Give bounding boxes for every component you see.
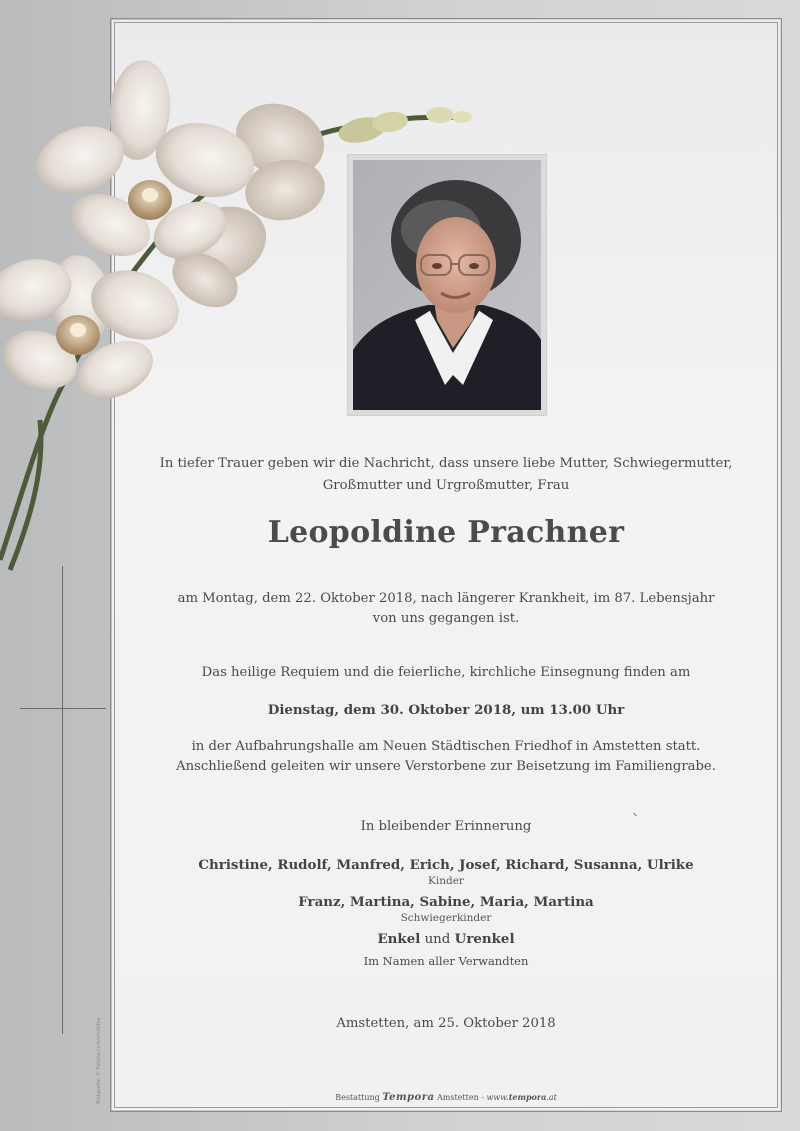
web-suffix: .at — [546, 1093, 557, 1102]
relatives-line: Im Namen aller Verwandten — [363, 954, 529, 968]
ceremony-date: Dienstag, dem 30. Oktober 2018, um 13.00 Uhr — [267, 702, 625, 718]
footer-website[interactable] — [487, 1093, 557, 1102]
image-credit: Bildquelle: © Fotolia.com/orchidee — [96, 1017, 102, 1104]
footer-prefix: Bestattung — [335, 1093, 380, 1102]
place-line-2: Anschließend geleiten wir unsere Verstorbene zur Beisetzung im Familiengrabe. — [176, 759, 716, 774]
requiem-text: Das heilige Requiem und die feierliche, kirchliche Einsegnung finden am — [201, 665, 691, 680]
footer — [112, 1092, 780, 1103]
portrait-photo — [347, 154, 547, 416]
deceased-name: Leopoldine Prachner — [267, 515, 625, 550]
web-brand: tempora — [508, 1092, 547, 1102]
great-grandchildren: Urenkel — [454, 931, 515, 947]
footer-brand-logo: Tempora — [382, 1092, 435, 1103]
death-line-1: am Montag, dem 22. Oktober 2018, nach längerer Krankheit, im 87. Lebensjahr — [177, 591, 715, 606]
web-prefix: www. — [486, 1093, 509, 1102]
cross-bar — [20, 708, 106, 709]
children-names: Christine, Rudolf, Manfred, Erich, Josef, Richard, Susanna, Ulrike — [198, 857, 694, 873]
children-label: Kinder — [428, 875, 464, 887]
inlaws-names: Franz, Martina, Sabine, Maria, Martina — [298, 894, 594, 910]
cross-icon — [62, 566, 63, 1034]
intro-line-2: Großmutter und Urgroßmutter, Frau — [322, 478, 570, 493]
place-line-1: in der Aufbahrungshalle am Neuen Städtischen Friedhof in Amstetten statt. — [191, 739, 701, 754]
intro-text — [112, 453, 780, 497]
grand-and: und — [424, 932, 451, 947]
death-notice — [112, 589, 780, 629]
memory-heading: In bleibender Erinnerung — [360, 819, 532, 834]
footer-city: Amstetten - — [437, 1093, 484, 1102]
place-date: Amstetten, am 25. Oktober 2018 — [336, 1016, 556, 1031]
grandchildren-line — [112, 931, 780, 947]
death-line-2: von uns gegangen ist. — [372, 611, 520, 626]
inlaws-label: Schwiegerkinder — [400, 912, 492, 924]
portrait-image — [353, 160, 541, 410]
grandchildren: Enkel — [377, 931, 421, 947]
intro-line-1: In tiefer Trauer geben wir die Nachricht, dass unsere liebe Mutter, Schwiegermutter, — [159, 456, 733, 471]
ceremony-place — [112, 737, 780, 777]
